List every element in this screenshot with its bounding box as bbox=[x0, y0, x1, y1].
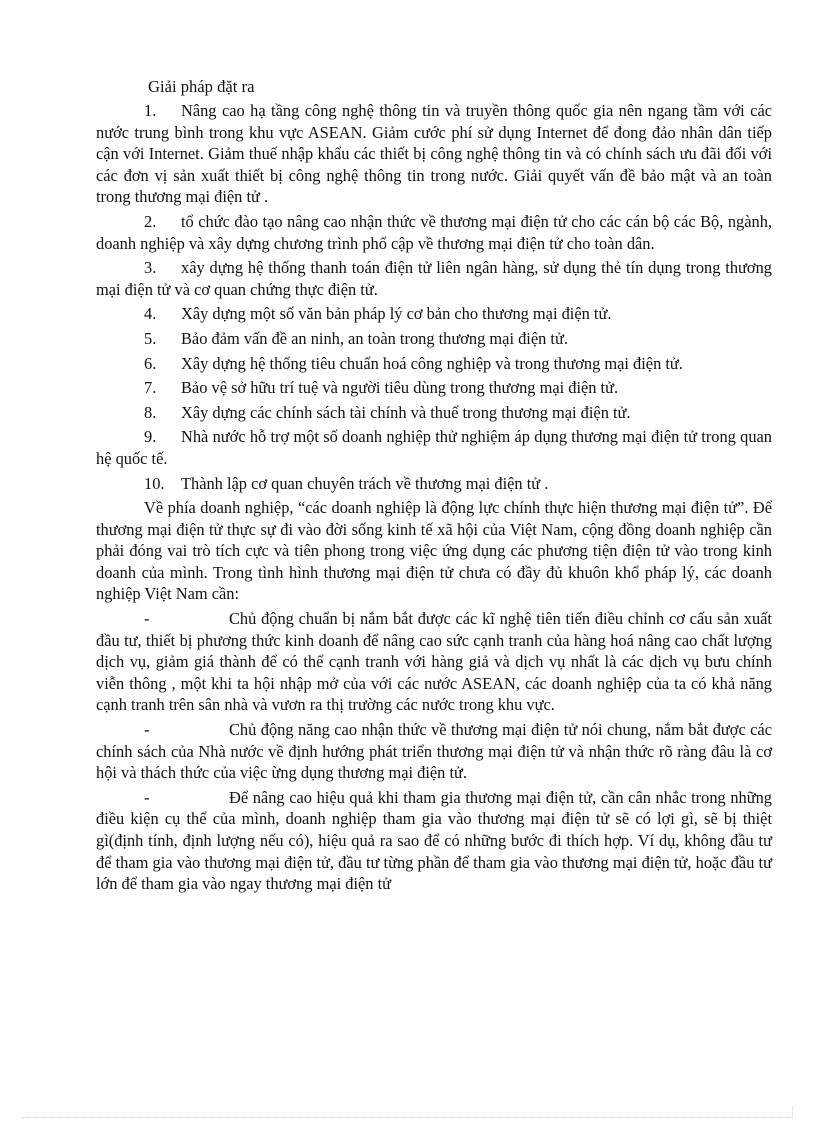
item-text: Bảo vệ sở hữu trí tuệ và người tiêu dùng trong thương mại điện tử. bbox=[181, 378, 619, 398]
numbered-solution-list bbox=[96, 100, 772, 494]
section-heading: Giải pháp đặt ra bbox=[148, 77, 255, 96]
item-number: 4. bbox=[144, 304, 157, 324]
list-item bbox=[96, 100, 772, 208]
list-item bbox=[96, 353, 772, 375]
item-text: Bảo đảm vấn đề an ninh, an toàn trong thương mại điện tử. bbox=[181, 328, 568, 348]
list-item bbox=[96, 328, 772, 350]
page-bottom-border bbox=[22, 1117, 792, 1118]
list-item bbox=[96, 257, 772, 300]
list-item bbox=[96, 303, 772, 325]
bullet-item bbox=[96, 719, 772, 784]
item-text: Xây dựng một số văn bản pháp lý cơ bản cho thương mại điện tử. bbox=[181, 304, 612, 324]
item-text: Xây dựng hệ thống tiêu chuẩn hoá công nghiệp và trong thương mại điện tử. bbox=[181, 353, 683, 373]
item-text: Nhà nước hỗ trợ một số doanh nghiệp thử nghiệm áp dụng thương mại điện tử trong quan hệ quốc tế. bbox=[96, 427, 772, 468]
item-text: Xây dựng các chính sách tài chính và thuế trong thương mại điện tử. bbox=[181, 402, 631, 422]
item-number: 10. bbox=[144, 473, 165, 493]
page-corner-mark bbox=[792, 1107, 793, 1119]
list-item bbox=[96, 473, 772, 495]
bullet-text: Để nâng cao hiệu quả khi tham gia thương mại điện tử, cần cân nhắc trong những điều kiện cụ thể của mình, doanh nghiệp tham gia vào thương mại điện tử sẽ có lợi gì, sẽ bị thiệt gì(định tính, định lượng nếu có), hiệu quả ra sao để có những bước đi thích hợp. Ví dụ, không đầu tư để tham gia vào thương mại điện tử, đầu tư từng phần để tham gia vào thương mại điện tử, hoặc đầu tư lớn để tham gia vào ngay thương mại điện tử bbox=[96, 787, 772, 894]
item-text: Thành lập cơ quan chuyên trách về thương mại điện tử . bbox=[181, 473, 549, 493]
document-page bbox=[96, 76, 772, 898]
item-number: 9. bbox=[144, 427, 157, 447]
item-text: xây dựng hệ thống thanh toán điện tử liên ngân hàng, sử dụng thẻ tín dụng trong thương mại điện tử và cơ quan chứng thực điện tử. bbox=[96, 258, 772, 299]
item-text: tổ chức đào tạo nâng cao nhận thức về thương mại điện tử cho các cán bộ các Bộ, ngành, doanh nghiệp và xây dựng chương trình phổ cập về thương mại điện tử cho toàn dân. bbox=[96, 211, 772, 253]
bullet-list bbox=[96, 608, 772, 895]
bullet-text: Chủ động chuẩn bị nắm bắt được các kĩ nghệ tiên tiến điều chỉnh cơ cấu sản xuất đầu tư, thiết bị phương thức kinh doanh để nâng cao sức cạnh tranh của hàng hoá nâng cao chất lượng dịch vụ, giảm giá thành để có thể cạnh tranh với hàng giả và dịch vụ nhất là các dịch vụ bưu chính viễn thông , một khi ta hội nhập mở của với các nước ASEAN, các doanh nghiệp của ta có khả năng cạnh tranh trên sân nhà và vươn ra thị trường các nước trong khu vực. bbox=[96, 609, 772, 715]
item-number: 2. bbox=[144, 211, 157, 231]
item-number: 1. bbox=[144, 101, 157, 120]
item-number: 7. bbox=[144, 378, 157, 398]
bullet-dash: - bbox=[144, 787, 150, 807]
bullet-dash: - bbox=[144, 720, 150, 740]
list-item bbox=[96, 377, 772, 399]
bullet-item bbox=[96, 608, 772, 716]
item-text: Nâng cao hạ tầng công nghệ thông tin và truyền thông quốc gia nên ngang tầm với các nước trung bình trong khu vực ASEAN. Giảm cước phí sử dụng Internet để đong đảo nhân dân tiếp cận với Internet. Giảm thuế nhập khẩu các thiết bị công nghệ thông tin và có chính sách ưu đãi đối với các đơn vị sản xuất thiết bị công nghệ thông tin trong nước. Giải quyết vấn đề bảo mật và an toàn trong thương mại điện tử . bbox=[96, 101, 772, 207]
bullet-dash: - bbox=[144, 609, 150, 629]
list-item bbox=[96, 211, 772, 254]
list-item bbox=[96, 426, 772, 469]
bullet-item bbox=[96, 787, 772, 895]
item-number: 6. bbox=[144, 353, 157, 373]
intro-paragraph: Về phía doanh nghiệp, “các doanh nghiệp là động lực chính thực hiện thương mại điện tử”. Để thương mại điện tử thực sự đi vào đời sống kinh tế xã hội của Việt Nam, cộng đồng doanh nghiệp cần phải đóng vai trò tích cực và tiên phong trong việc ứng dụng các phương tiện điện tử vào trong kinh doanh của mình. Trong tình hình thương mại điện tử chưa có đầy đủ khuôn khổ pháp lý, các doanh nghiệp Việt Nam cần: bbox=[96, 498, 772, 604]
item-number: 8. bbox=[144, 402, 157, 422]
item-number: 3. bbox=[144, 258, 157, 278]
item-number: 5. bbox=[144, 328, 157, 348]
list-item bbox=[96, 402, 772, 424]
bullet-text: Chủ động năng cao nhận thức về thương mại điện tử nói chung, nắm bắt được các chính sách của Nhà nước về định hướng phát triển thương mại điện tử và nhận thức rõ ràng đâu là cơ hội và thách thức của việc ừng dụng thương mại điện tử. bbox=[96, 720, 772, 783]
